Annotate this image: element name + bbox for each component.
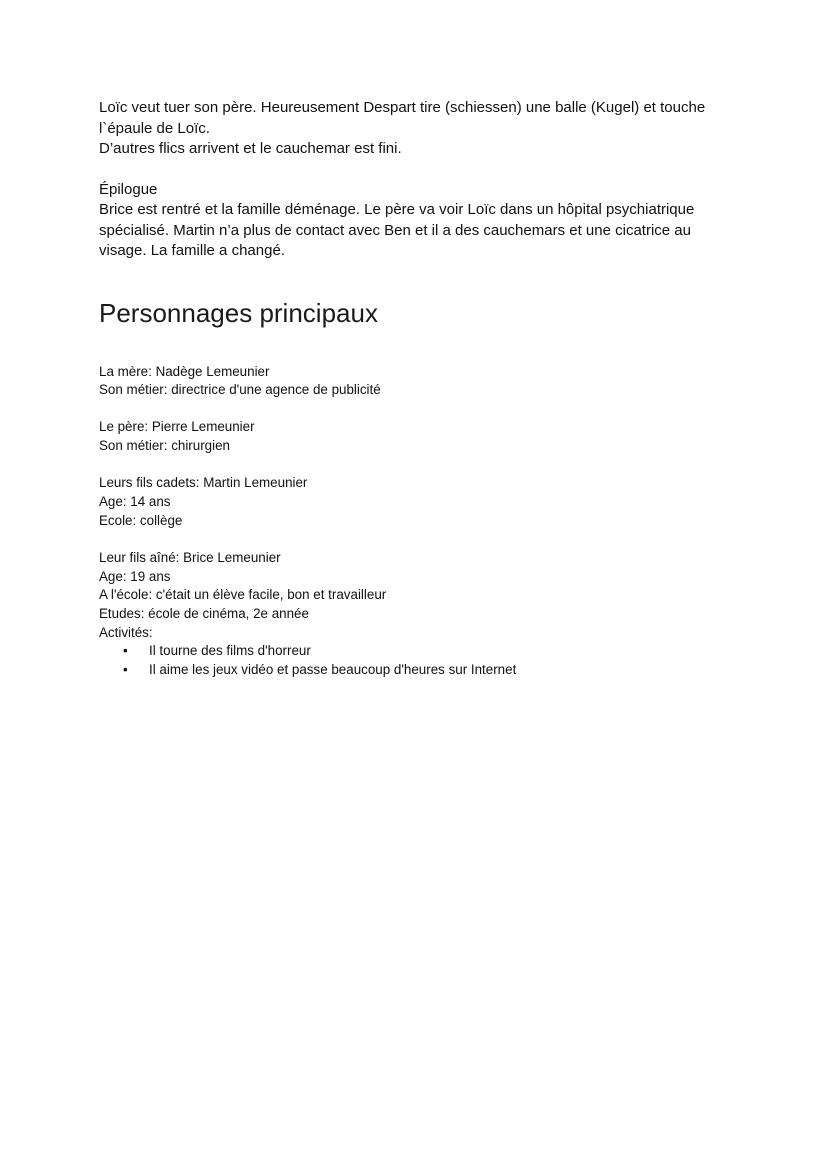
character-job: Son métier: chirurgien [99, 438, 230, 454]
list-item [99, 661, 768, 680]
activity-text: Il aime les jeux vidéo et passe beaucoup d'heures sur Internet [149, 662, 517, 678]
story-line: l`épaule de Loïc. [99, 119, 210, 137]
story-line: D’autres flics arrivent et le cauchemar est fini. [99, 140, 402, 157]
story-text [99, 98, 768, 262]
list-item [99, 642, 768, 661]
epilogue-line: visage. La famille a changé. [99, 242, 285, 259]
character-name: Le père: Pierre Lemeunier [99, 419, 255, 435]
character-younger-son [99, 474, 768, 530]
paragraph-gap [99, 160, 768, 180]
character-elder-son [99, 549, 768, 680]
activity-text: Il tourne des films d'horreur [149, 643, 311, 659]
character-name: La mère: Nadège Lemeunier [99, 363, 270, 379]
character-school: A l'école: c'était un élève facile, bon et travailleur [99, 587, 387, 603]
character-father [99, 418, 768, 455]
character-age: Age: 14 ans [99, 494, 171, 510]
epilogue-line: Brice est rentré et la famille déménage. Le père va voir Loïc dans un hôpital psychiatrique [99, 201, 695, 218]
character-job: Son métier: directrice d'une agence de publicité [99, 382, 381, 398]
bullet-icon: • [123, 662, 128, 678]
epilogue-heading: Épilogue [99, 180, 158, 198]
bullet-icon: • [123, 643, 128, 659]
character-school: Ecole: collège [99, 512, 183, 528]
character-name: Leur fils aîné: Brice Lemeunier [99, 549, 281, 565]
character-mother [99, 363, 768, 400]
section-title: Personnages principaux [99, 297, 378, 328]
activities-label: Activités: [99, 624, 153, 640]
character-name: Leurs fils cadets: Martin Lemeunier [99, 475, 308, 491]
story-line: Loïc veut tuer son père. Heureusement Despart tire (schiessen) une balle (Kugel) et touche [99, 99, 706, 116]
characters-list [99, 363, 768, 680]
activities-list [99, 642, 768, 679]
epilogue-line: spécialisé. Martin n’a plus de contact avec Ben et il a des cauchemars et une cicatrice au [99, 221, 691, 239]
character-studies: Etudes: école de cinéma, 2e année [99, 606, 309, 622]
character-age: Age: 19 ans [99, 568, 171, 584]
